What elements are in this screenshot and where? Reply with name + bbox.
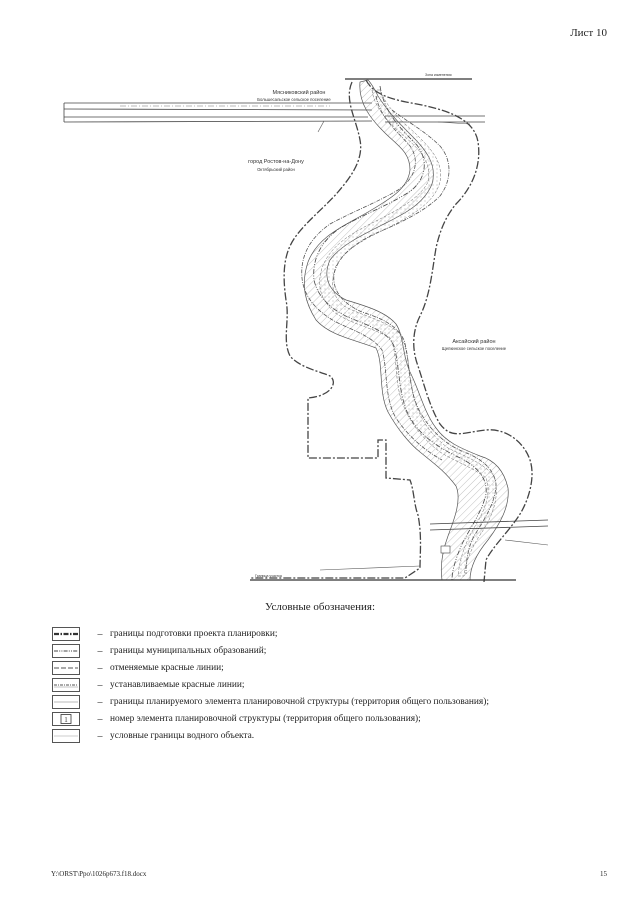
municipal-boundary-icon — [52, 644, 80, 658]
legend-text: номер элемента планировочной структуры (территория общего пользования); — [110, 714, 421, 724]
map-element-number-box — [441, 546, 450, 553]
legend-row — [52, 711, 592, 727]
legend-dash: – — [97, 713, 103, 725]
legend-dash: – — [97, 679, 103, 691]
label-city: город Ростов-на-Дону — [248, 159, 304, 165]
footer-page-number: 15 — [600, 870, 607, 878]
legend-row — [52, 643, 592, 659]
legend-dash: – — [97, 628, 103, 640]
established-red-lines-icon — [52, 678, 80, 692]
legend-text: границы подготовки проекта планировки; — [110, 629, 278, 639]
legend-text: отменяемые красные линии; — [110, 663, 224, 673]
planning-project-boundary-icon — [52, 627, 80, 641]
bottom-roads — [320, 520, 548, 570]
road-band — [64, 103, 485, 132]
legend-text: границы планируемого элемента планировочной структуры (территория общего пользования); — [110, 697, 489, 707]
river-corridor — [304, 80, 508, 580]
boundary-label-top: Зона изменения — [425, 73, 452, 77]
legend — [52, 626, 592, 745]
legend-row — [52, 626, 592, 642]
legend-text: границы муниципальных образований; — [110, 646, 267, 656]
boundary-label-bottom: Граница участка — [255, 574, 282, 578]
legend-title: Условные обозначения: — [264, 601, 376, 613]
legend-row — [52, 728, 592, 744]
legend-text: устанавливаемые красные линии; — [110, 680, 245, 690]
sheet-number: Лист 10 — [570, 27, 607, 39]
water-object-boundary-icon — [52, 729, 80, 743]
legend-row — [52, 694, 592, 710]
legend-text: условные границы водного объекта. — [110, 731, 255, 741]
element-number-text: 1 — [64, 716, 68, 724]
legend-dash: – — [97, 662, 103, 674]
label-settlement-top: Большесальское сельское поселение — [257, 97, 331, 102]
legend-row — [52, 660, 592, 676]
cancelled-red-lines-icon — [52, 661, 80, 675]
legend-dash: – — [97, 730, 103, 742]
legend-dash: – — [97, 696, 103, 708]
legend-dash: – — [97, 645, 103, 657]
planned-element-boundary-icon — [52, 695, 80, 709]
footer-file-path: Y:\ORST\Ppo\1026p673.f18.docx — [51, 870, 147, 878]
label-district-right: Аксайский район — [452, 339, 496, 345]
legend-row — [52, 677, 592, 693]
element-number-icon — [52, 712, 80, 726]
label-district-top: Мясниковский район — [272, 90, 326, 96]
label-city-district: Октябрьский район — [257, 167, 295, 172]
label-settlement-right: Щепкинское сельское поселение — [441, 346, 507, 351]
